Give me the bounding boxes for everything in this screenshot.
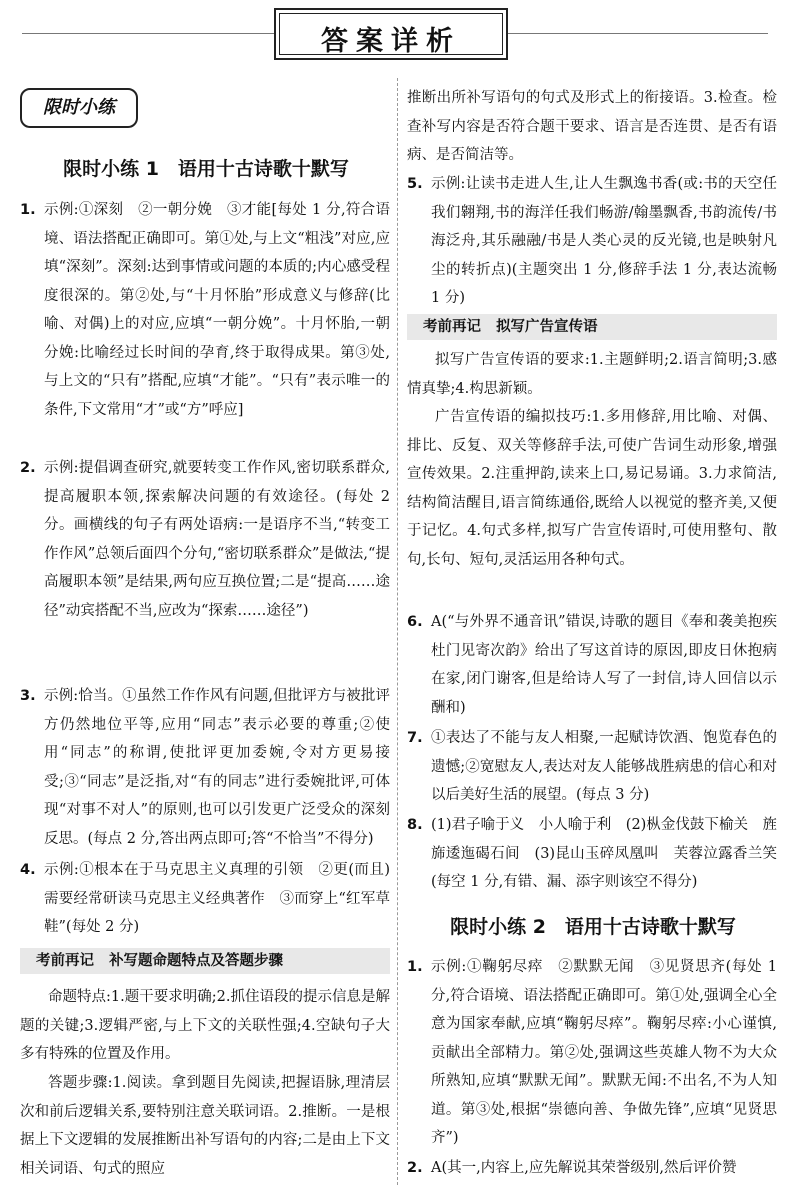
item-number: 3. <box>20 688 36 704</box>
item-number: 2. <box>407 1160 423 1176</box>
paragraph-continued: 推断出所补写语句的句式及形式上的衔接语。3.检查。检查补写内容是否符合题干要求、语言是否连贯、是否有语病、是否简洁等。 <box>407 90 777 163</box>
answer-item <box>407 608 777 722</box>
item-number: 2. <box>20 460 36 476</box>
section-badge: 限时小练 <box>20 88 138 128</box>
answer-item <box>20 196 390 424</box>
item-text: 示例:恰当。①虽然工作作风有问题,但批评方与被批评方仍然地位平等,应用“同志”表示必要的尊重;②使用“同志”的称谓,使批评更加委婉,令对方更易接受;③“同志”是泛指,对“有的同志”进行委婉批评,可体现“对事不对人”的原则,也可以引发更广泛受众的深刻反思。(每点 2 分,答出两点即可;答“不恰当”不得分) <box>44 688 390 847</box>
item-text: 示例:①根本在于马克思主义真理的引领 ②更(而且)需要经常研读马克思主义经典著作 ③而穿上“红军草鞋”(每处 2 分) <box>44 862 390 935</box>
review-note-tag: 考前再记 <box>423 319 481 335</box>
section-title-2: 限时小练 2 语用十古诗歌十默写 <box>450 916 736 938</box>
answer-item <box>20 856 390 942</box>
review-note-header <box>407 314 777 340</box>
item-number: 7. <box>407 730 423 746</box>
item-text: A(“与外界不通音讯”错误,诗歌的题目《奉和袭美抱疾杜门见寄次韵》给出了写这首诗的原因,即皮日休抱病在家,闭门谢客,但是给诗人写了一封信,诗人回信以示酬和) <box>431 614 777 716</box>
page-title: 答案详析 <box>321 26 461 57</box>
paragraph: 拟写广告宣传语的要求:1.主题鲜明;2.语言简明;3.感情真挚;4.构思新颖。 <box>407 352 777 397</box>
left-column <box>20 0 392 1185</box>
answer-item <box>20 454 390 625</box>
item-text: 示例:提倡调查研究,就要转变工作作风,密切联系群众,提高履职本领,探索解决问题的有效途径。(每处 2 分。画横线的句子有两处语病:一是语序不当,“转变工作作风”总领后面四个分句,“密切联系群众”是做法,“提高履职本领”是结果,两句应互换位置;二是“提高……途径”动宾搭配不当,应改为“探索……途径”) <box>44 460 390 619</box>
paragraph: 命题特点:1.题干要求明确;2.抓住语段的提示信息是解题的关键;3.逻辑严密,与上下文的关联性强;4.空缺句子大多有特殊的位置及作用。 <box>20 989 390 1062</box>
review-note-header <box>20 948 390 974</box>
item-text: 示例:让读书走进人生,让人生飘逸书香(或:书的天空任我们翱翔,书的海洋任我们畅游/翰墨飘香,书韵流传/书海泛舟,其乐融融/书是人类心灵的反光镜,也是映射凡尘的转折点)(主题突出 1 分,修辞手法 1 分,表达流畅 1 分) <box>431 176 777 306</box>
item-text: ①表达了不能与友人相聚,一起赋诗饮酒、饱览春色的遗憾;②宽慰友人,表达对友人能够战胜病患的信心和对以后美好生活的展望。(每点 3 分) <box>431 730 777 803</box>
item-number: 6. <box>407 614 423 630</box>
column-divider <box>397 78 398 1185</box>
item-number: 1. <box>20 202 36 218</box>
answer-item <box>20 682 390 853</box>
answer-item <box>407 170 777 313</box>
item-number: 8. <box>407 817 423 833</box>
review-note-title: 补写题命题特点及答题步骤 <box>109 953 284 969</box>
section-title-1: 限时小练 1 语用十古诗歌十默写 <box>63 158 349 180</box>
paragraph: 答题步骤:1.阅读。拿到题目先阅读,把握语脉,理清层次和前后逻辑关系,要特别注意关联词语。2.推断。一是根据上下文逻辑的发展推断出补写语句的内容;二是由上下文相关词语、句式的照应 <box>20 1075 390 1177</box>
answer-item <box>407 724 777 810</box>
item-number: 5. <box>407 176 423 192</box>
item-text: 示例:①鞠躬尽瘁 ②默默无闻 ③见贤思齐(每处 1 分,符合语境、语法搭配正确即可。第①处,强调全心全意为国家奉献,应填“鞠躬尽瘁”。鞠躬尽瘁:小心谨慎,贡献出全部精力。第②处,强调这些英雄人物不为大众所熟知,应填“默默无闻”。默默无闻:不出名,不为人知道。第③处,根据“崇德向善、争做先锋”,应填“见贤思齐”) <box>431 959 777 1146</box>
paragraph: 广告宣传语的编拟技巧:1.多用修辞,用比喻、对偶、排比、反复、双关等修辞手法,可使广告词生动形象,增强宣传效果。2.注重押韵,读来上口,易记易诵。3.力求简洁,结构简洁醒目,语言简练通俗,既给人以视觉的整齐美,又便于记忆。4.句式多样,拟写广告宣传语时,可使用整句、散句,长句、短句,灵活运用各种句式。 <box>407 409 777 568</box>
answer-item <box>407 1154 777 1183</box>
item-text: A(其一,内容上,应先解说其荣誉级别,然后评价赞 <box>431 1160 737 1176</box>
right-column <box>407 0 779 1185</box>
review-note-tag: 考前再记 <box>36 953 94 969</box>
review-note-title: 拟写广告宣传语 <box>496 319 598 335</box>
answer-item <box>407 953 777 1153</box>
item-text: (1)君子喻于义 小人喻于利 (2)枞金伐鼓下榆关 旌旆逶迤碣石间 (3)昆山玉碎凤凰叫 芙蓉泣露香兰笑(每空 1 分,有错、漏、添字则该空不得分) <box>431 817 777 890</box>
item-text: 示例:①深刻 ②一朝分娩 ③才能[每处 1 分,符合语境、语法搭配正确即可。第①处,与上文“粗浅”对应,应填“深刻”。深刻:达到事情或问题的本质的;内心感受程度很深的。第②处,与“十月怀胎”形成意义与修辞(比喻、对偶)上的对应,应填“一朝分娩”。十月怀胎,一朝分娩:比喻经过长时间的孕育,终于取得成果。第③处,与上文的“只有”搭配,应填“才能”。“只有”表示唯一的条件,下文常用“才”或“方”呼应] <box>44 202 390 418</box>
answer-item <box>407 811 777 897</box>
item-number: 4. <box>20 862 36 878</box>
item-number: 1. <box>407 959 423 975</box>
